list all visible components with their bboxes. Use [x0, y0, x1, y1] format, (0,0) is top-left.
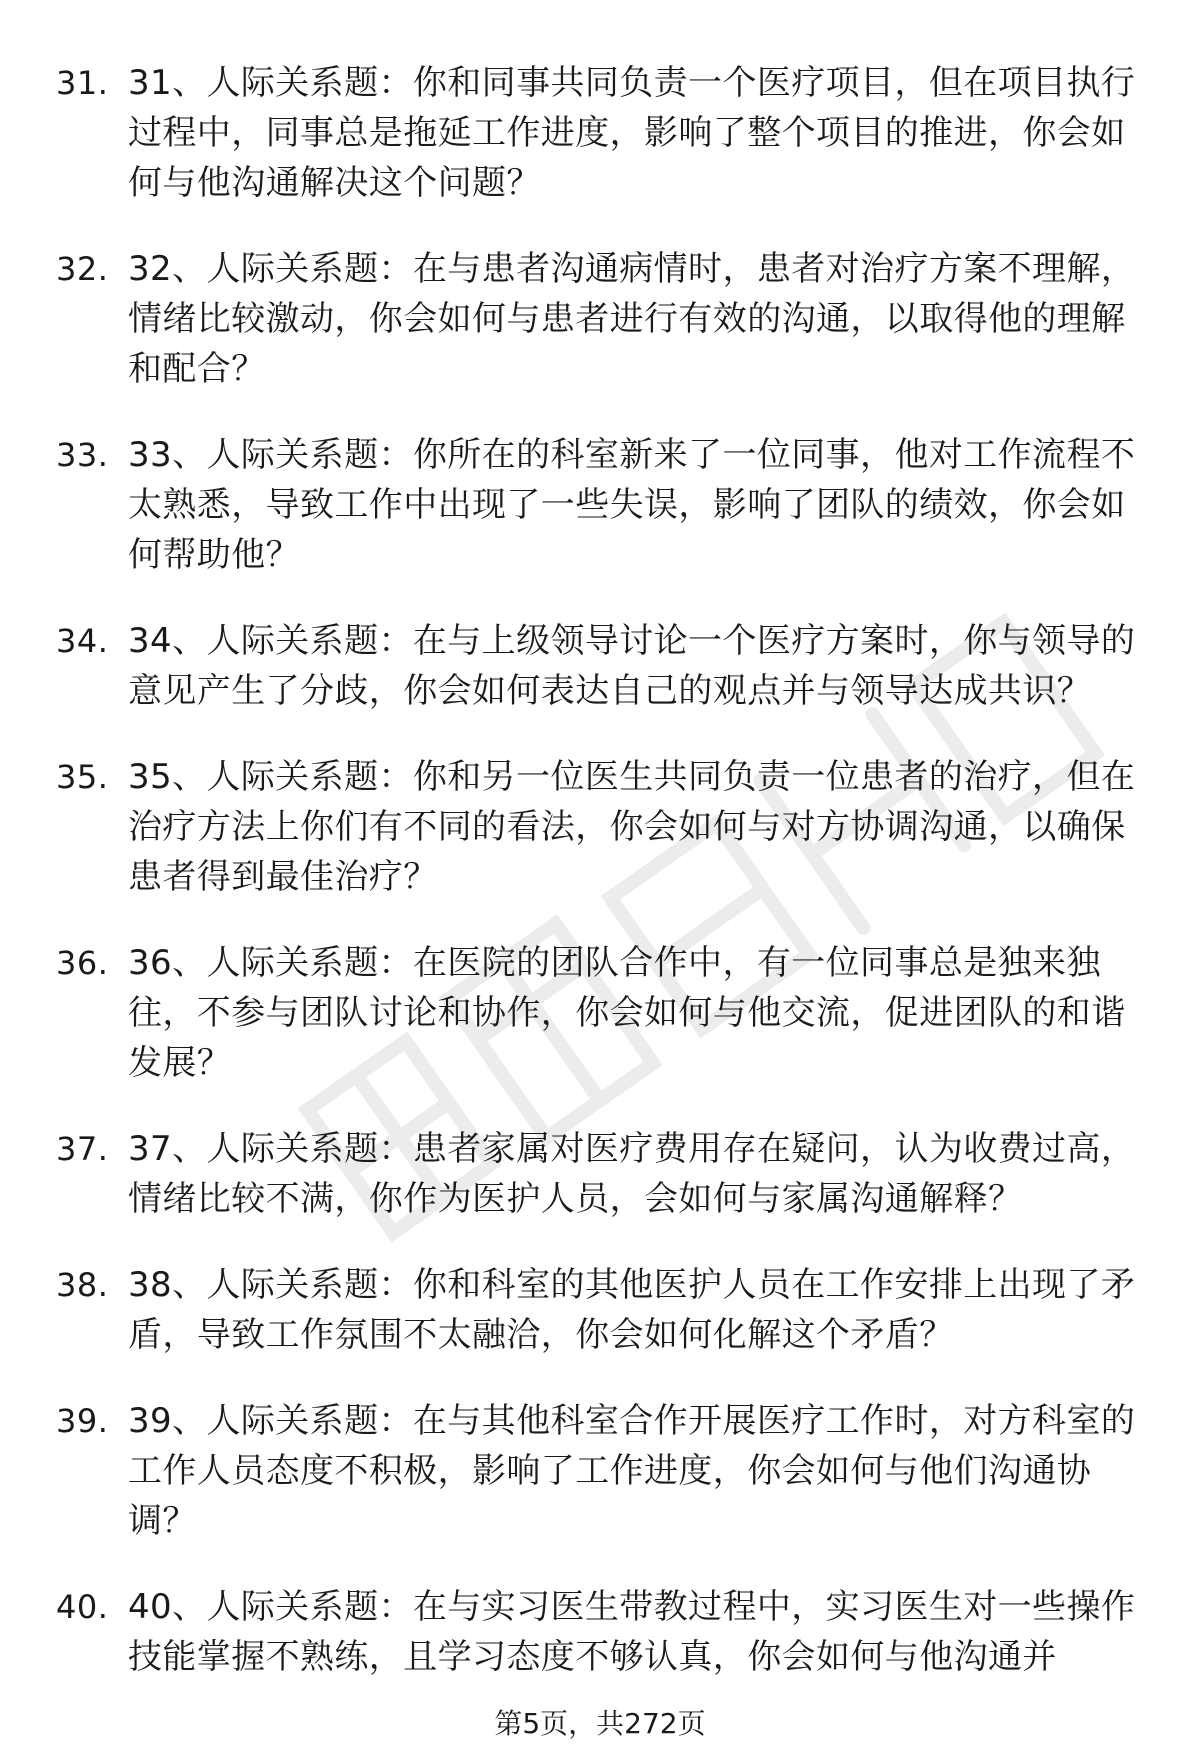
question-item-32 [56, 244, 1156, 394]
question-number: 37. [56, 1130, 109, 1168]
question-number: 40. [56, 1588, 109, 1626]
question-number: 34. [56, 622, 109, 660]
question-text: 32、人际关系题：在与患者沟通病情时，患者对治疗方案不理解，情绪比较激动，你会如何与患者进行有效的沟通，以取得他的理解和配合？ [128, 249, 1136, 389]
question-number: 38. [56, 1266, 109, 1304]
question-text: 34、人际关系题：在与上级领导讨论一个医疗方案时，你与领导的意见产生了分歧，你会如何表达自己的观点并与领导达成共识？ [128, 621, 1136, 711]
question-number: 31. [56, 64, 109, 102]
question-text: 35、人际关系题：你和另一位医生共同负责一位患者的治疗，但在治疗方法上你们有不同的看法，你会如何与对方协调沟通，以确保患者得到最佳治疗？ [128, 757, 1136, 897]
question-item-40 [56, 1582, 1156, 1682]
question-text: 36、人际关系题：在医院的团队合作中，有一位同事总是独来独往，不参与团队讨论和协作，你会如何与他交流，促进团队的和谐发展？ [128, 943, 1126, 1083]
question-text: 38、人际关系题：你和科室的其他医护人员在工作安排上出现了矛盾，导致工作氛围不太融洽，你会如何化解这个矛盾？ [128, 1265, 1136, 1355]
question-item-39 [56, 1396, 1156, 1546]
question-number: 36. [56, 944, 109, 982]
question-item-37 [56, 1124, 1156, 1224]
question-number: 35. [56, 758, 109, 796]
question-number: 39. [56, 1402, 109, 1440]
question-text: 39、人际关系题：在与其他科室合作开展医疗工作时，对方科室的工作人员态度不积极，影响了工作进度，你会如何与他们沟通协调？ [128, 1401, 1136, 1541]
question-item-38 [56, 1260, 1156, 1360]
question-list [56, 58, 1156, 1682]
question-text: 31、人际关系题：你和同事共同负责一个医疗项目，但在项目执行过程中，同事总是拖延工作进度，影响了整个项目的推进，你会如何与他沟通解决这个问题？ [128, 63, 1136, 203]
question-item-34 [56, 616, 1156, 716]
question-item-35 [56, 752, 1156, 902]
page-footer: 第5页，共272页 [0, 1704, 1200, 1744]
question-text: 33、人际关系题：你所在的科室新来了一位同事，他对工作流程不太熟悉，导致工作中出现了一些失误，影响了团队的绩效，你会如何帮助他？ [128, 435, 1136, 575]
question-text: 40、人际关系题：在与实习医生带教过程中，实习医生对一些操作技能掌握不熟练，且学习态度不够认真，你会如何与他沟通并 [128, 1587, 1136, 1677]
question-item-31 [56, 58, 1156, 208]
question-item-36 [56, 938, 1156, 1088]
question-text: 37、人际关系题：患者家属对医疗费用存在疑问，认为收费过高，情绪比较不满，你作为医护人员，会如何与家属沟通解释？ [128, 1129, 1136, 1219]
question-item-33 [56, 430, 1156, 580]
question-number: 33. [56, 436, 109, 474]
question-number: 32. [56, 250, 109, 288]
